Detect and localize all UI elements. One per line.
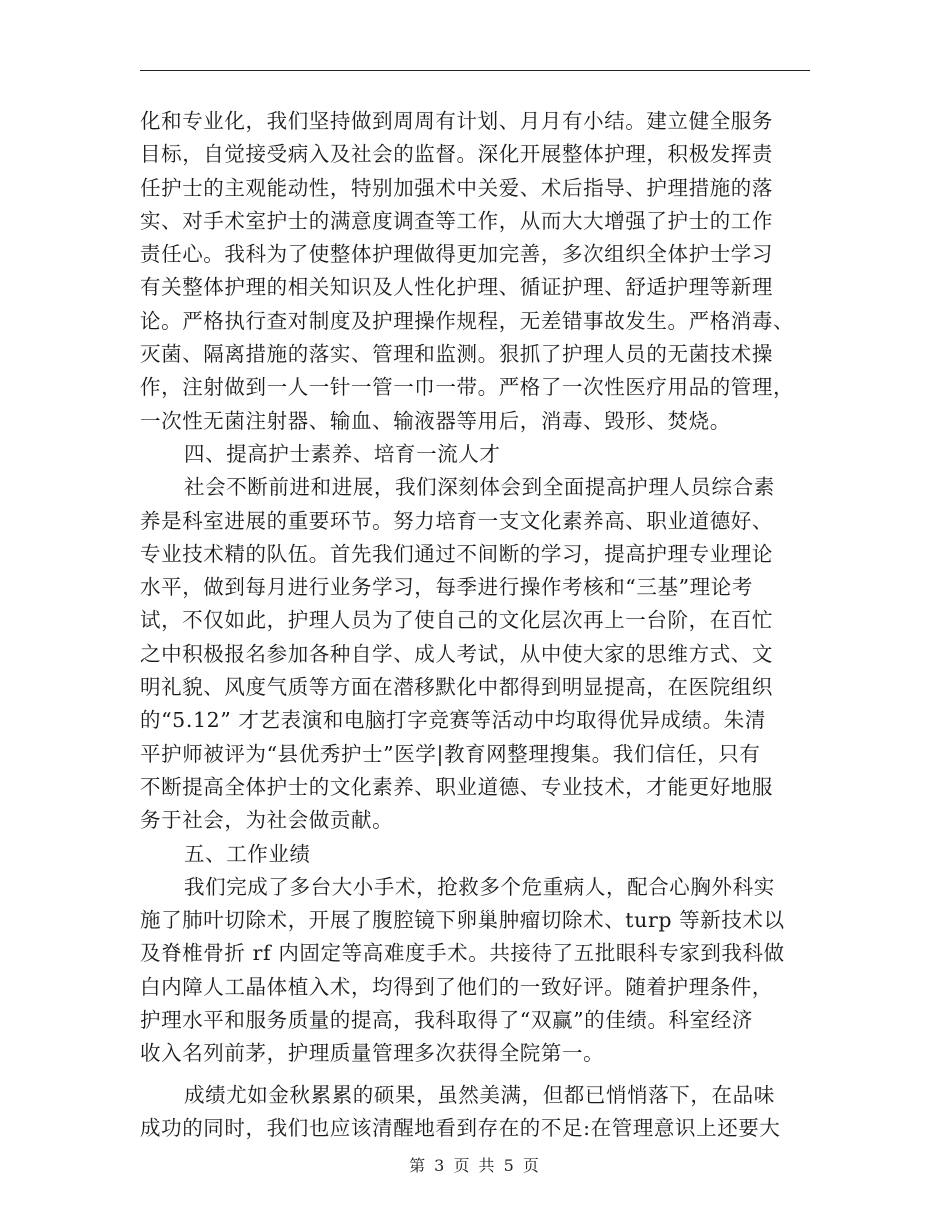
paragraph-spacer	[140, 1071, 810, 1079]
text-line: 养是科室进展的重要环节。努力培育一支文化素养高、职业道德好、	[140, 508, 773, 533]
text-line: 实、对手术室护士的满意度调查等工作，从而大大增强了护士的工作	[140, 208, 773, 233]
text-line: 责任心。我科为了使整体护理做得更加完善，多次组织全体护士学习	[140, 242, 773, 267]
text-line: 务于社会，为社会做贡献。	[140, 808, 394, 833]
header-rule	[140, 70, 810, 71]
document-body	[140, 105, 810, 1145]
text-line: 水平，做到每月进行业务学习，每季进行操作考核和“三基”理论考	[140, 575, 753, 600]
text-line: 作，注射做到一人一针一管一巾一带。严格了一次性医疗用品的管理，	[140, 375, 795, 400]
text-line: 有关整体护理的相关知识及人性化护理、循证护理、舒适护理等新理	[140, 275, 773, 300]
text-line: 社会不断前进和进展，我们深刻体会到全面提高护理人员综合素	[184, 475, 775, 500]
text-line: 不断提高全体护士的文化素养、职业道德、专业技术，才能更好地服	[140, 774, 773, 799]
text-line: 平护师被评为“县优秀护士”医学|教育网整理搜集。我们信任，只有	[140, 741, 761, 766]
text-line: 成绩尤如金秋累累的硕果，虽然美满，但都已悄悄落下，在品味	[184, 1082, 775, 1107]
text-line: 一次性无菌注射器、输血、输液器等用后，消毒、毁形、焚烧。	[140, 408, 731, 433]
text-line: 收入名列前茅，护理质量管理多次获得全院第一。	[140, 1041, 605, 1066]
text-line: 明礼貌、风度气质等方面在潜移默化中都得到明显提高，在医院组织	[140, 675, 773, 700]
text-line: 试，不仅如此，护理人员为了使自己的文化层次再上一台阶，在百忙	[140, 608, 773, 633]
text-line: 施了肺叶切除术，开展了腹腔镜下卵巢肿瘤切除术、turp 等新技术以	[140, 908, 785, 933]
text-line: 专业技术精的队伍。首先我们通过不间断的学习，提高护理专业理论	[140, 541, 773, 566]
text-line: 的“5.12” 才艺表演和电脑打字竞赛等活动中均取得优异成绩。朱清	[140, 708, 766, 733]
text-line: 白内障人工晶体植入术，均得到了他们的一致好评。随着护理条件，	[140, 974, 773, 999]
text-line: 护理水平和服务质量的提高，我科取得了“双赢”的佳绩。科室经济	[140, 1008, 753, 1033]
text-line: 四、提高护士素养、培育一流人才	[184, 441, 501, 466]
text-line: 论。严格执行查对制度及护理操作规程，无差错事故发生。严格消毒、	[140, 308, 795, 333]
page-footer: 第 3 页 共 5 页	[409, 1156, 541, 1175]
text-line: 五、工作业绩	[184, 841, 311, 866]
text-line: 成功的同时，我们也应该清醒地看到存在的不足:在管理意识上还要大	[140, 1115, 781, 1140]
text-line: 灭菌、隔离措施的落实、管理和监测。狠抓了护理人员的无菌技术操	[140, 342, 773, 367]
text-line: 化和专业化，我们坚持做到周周有计划、月月有小结。建立健全服务	[140, 109, 773, 133]
text-line: 我们完成了多台大小手术，抢救多个危重病人，配合心胸外科实	[184, 874, 775, 899]
text-line: 之中积极报名参加各种自学、成人考试，从中使大家的思维方式、文	[140, 641, 773, 666]
text-line: 目标，自觉接受病入及社会的监督。深化开展整体护理，积极发挥责	[140, 142, 773, 167]
text-line: 及脊椎骨折 rf 内固定等高难度手术。共接待了五批眼科专家到我科做	[140, 941, 785, 966]
text-line: 任护士的主观能动性，特别加强术中关爱、术后指导、护理措施的落	[140, 175, 773, 200]
